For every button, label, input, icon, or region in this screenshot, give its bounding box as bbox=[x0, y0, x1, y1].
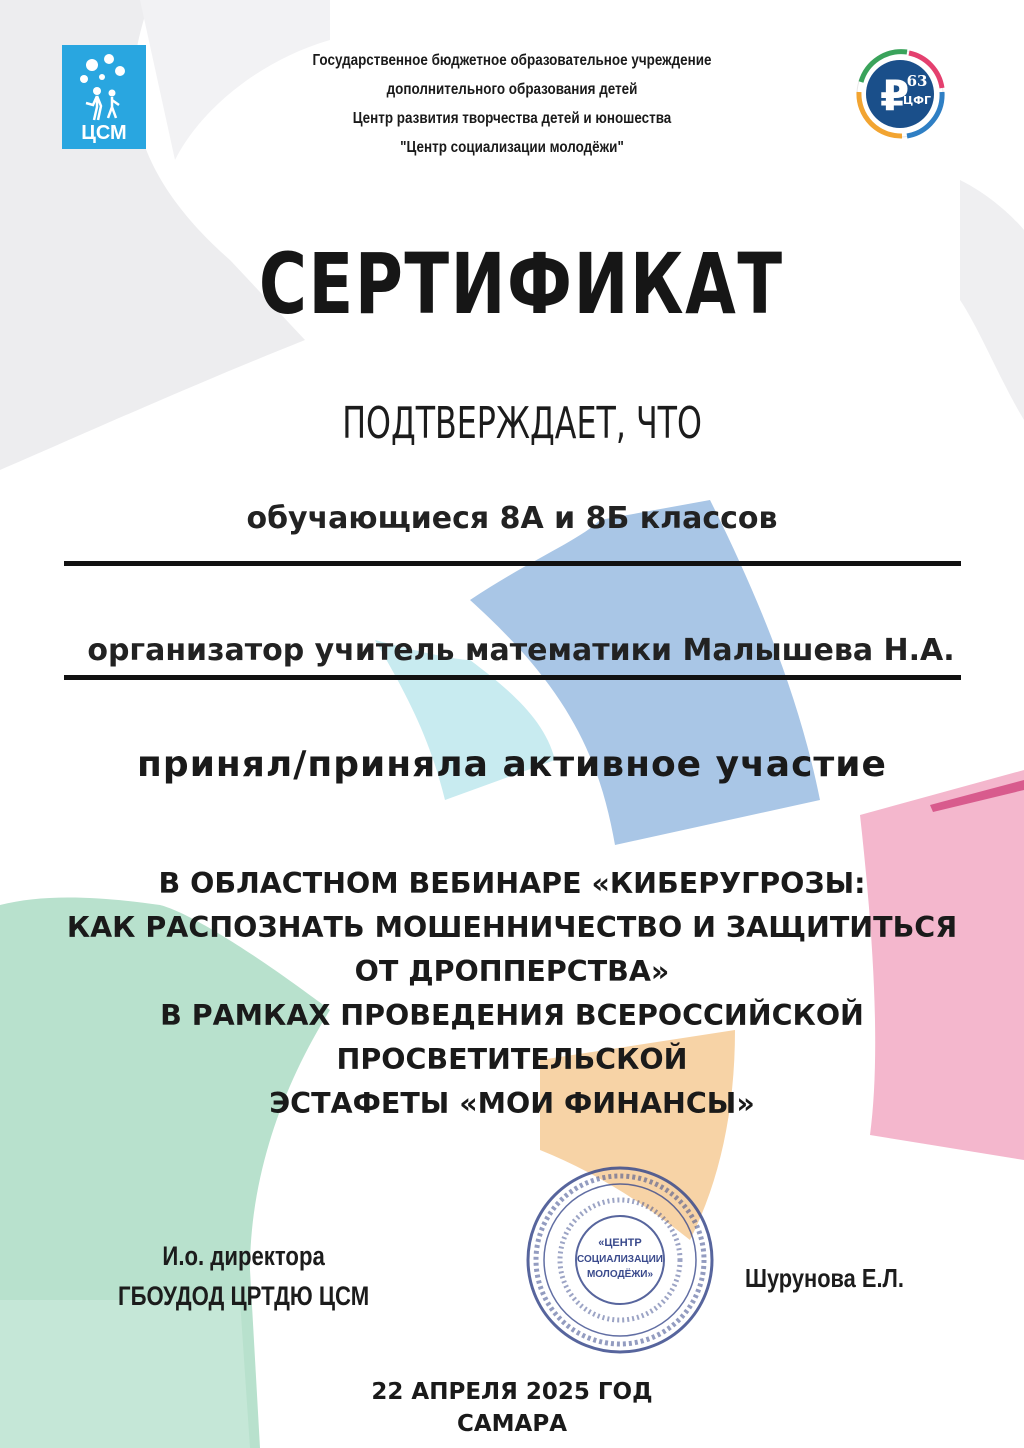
organizer-text: организатор учитель математики Малышева Н.А. bbox=[87, 633, 955, 668]
blue-arc-shape bbox=[470, 500, 820, 845]
header-line: Государственное бюджетное образовательное учреждение bbox=[312, 52, 712, 69]
grey-right-shape bbox=[960, 180, 1024, 420]
svg-text:«ЦЕНТР: «ЦЕНТР bbox=[598, 1237, 642, 1249]
event-description bbox=[0, 862, 1024, 1126]
signatory-role: И.о. директора bbox=[162, 1241, 325, 1271]
event-line: ОТ ДРОППЕРСТВА» bbox=[354, 955, 670, 988]
certificate-city: САМАРА bbox=[456, 1411, 568, 1437]
signatory-name: Шурунова Е.Л. bbox=[745, 1263, 904, 1293]
csm-logo-text: ЦСМ bbox=[81, 122, 127, 144]
recipient-text: обучающиеся 8А и 8Б классов bbox=[246, 501, 778, 536]
event-line: В РАМКАХ ПРОВЕДЕНИЯ ВСЕРОССИЙСКОЙ bbox=[160, 999, 864, 1032]
organizer-underline bbox=[64, 675, 961, 680]
participation-text: принял/приняла активное участие bbox=[137, 744, 887, 785]
confirms-heading: ПОДТВЕРЖДАЕТ, ЧТО bbox=[342, 398, 702, 449]
certificate-title: СЕРТИФИКАТ bbox=[258, 235, 784, 333]
event-line: КАК РАСПОЗНАТЬ МОШЕННИЧЕСТВО И ЗАЩИТИТЬСЯ bbox=[66, 911, 958, 944]
svg-text:МОЛОДЁЖИ»: МОЛОДЁЖИ» bbox=[586, 1269, 654, 1280]
header-line: "Центр социализации молодёжи" bbox=[400, 139, 624, 156]
header-line: Центр развития творчества детей и юношества bbox=[352, 110, 672, 127]
svg-text:63: 63 bbox=[906, 72, 928, 90]
svg-text:ЦФГ: ЦФГ bbox=[902, 94, 932, 107]
institution-header bbox=[82, 46, 942, 162]
svg-text:₽: ₽ bbox=[880, 71, 910, 120]
certificate-date: 22 АПРЕЛЯ 2025 ГОД bbox=[371, 1379, 653, 1405]
event-line: ЭСТАФЕТЫ «МОИ ФИНАНСЫ» bbox=[269, 1087, 755, 1120]
event-line: В ОБЛАСТНОМ ВЕБИНАРЕ «КИБЕРУГРОЗЫ: bbox=[158, 867, 866, 900]
header-line: дополнительного образования детей bbox=[386, 81, 638, 98]
certificate-footer bbox=[0, 1376, 1024, 1440]
svg-text:СОЦИАЛИЗАЦИИ: СОЦИАЛИЗАЦИИ bbox=[577, 1254, 663, 1265]
official-stamp bbox=[520, 1160, 720, 1360]
signatory-organization: ГБОУДОД ЦРТДЮ ЦСМ bbox=[118, 1281, 370, 1311]
recipient-underline bbox=[64, 561, 961, 566]
event-line: ПРОСВЕТИТЕЛЬСКОЙ bbox=[336, 1043, 688, 1076]
